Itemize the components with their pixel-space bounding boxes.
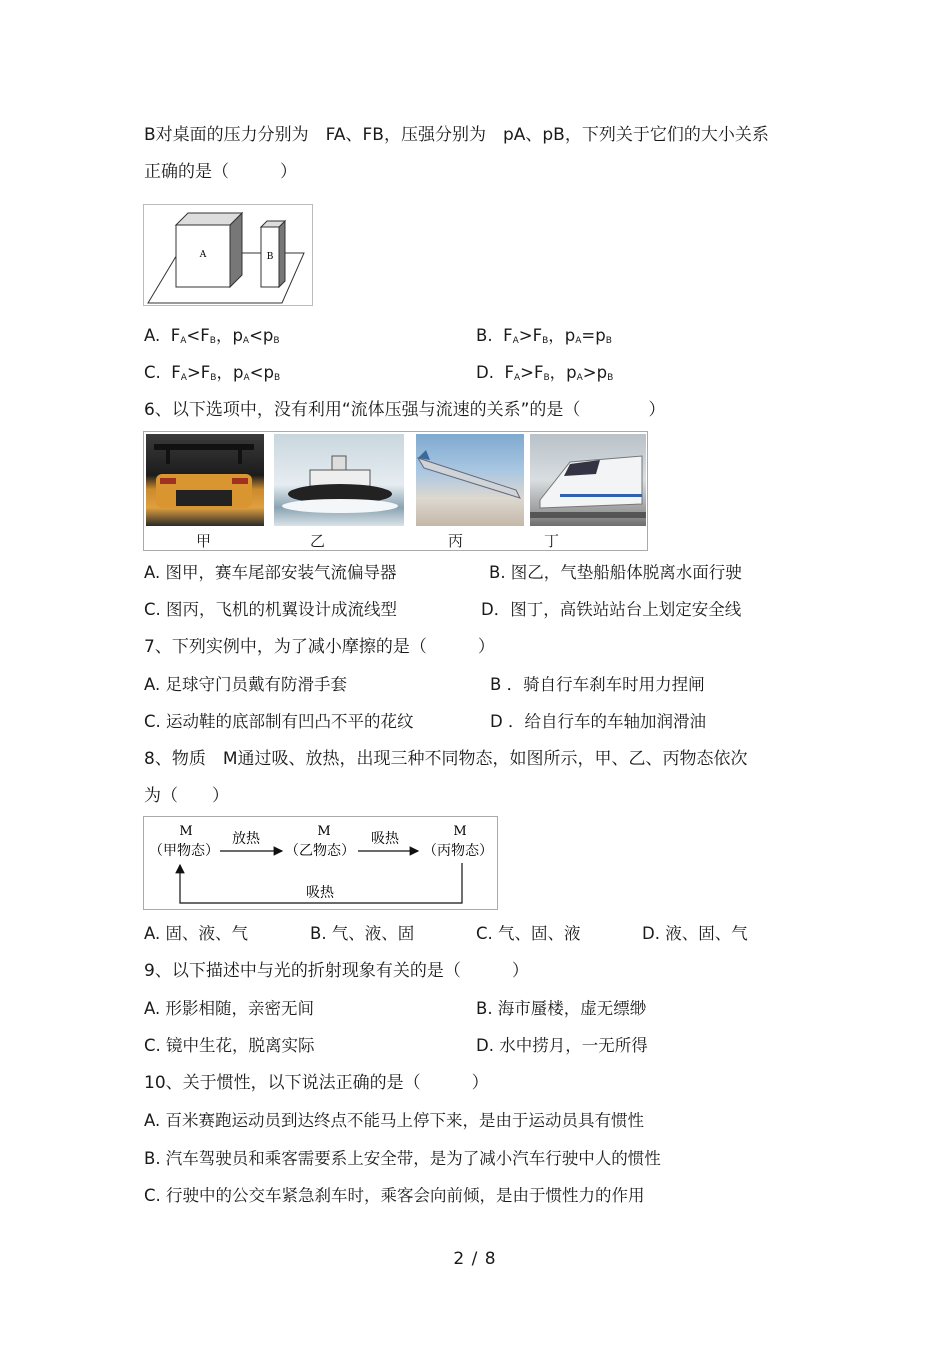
- race-car-icon: [146, 434, 264, 526]
- state-change-diagram: [144, 817, 497, 909]
- m-label-1: M: [179, 824, 193, 839]
- q8-option-c: C. 气、固、液: [476, 924, 581, 943]
- q10-stem: 10、关于惯性，以下说法正确的是（ ）: [144, 1073, 489, 1093]
- q10-option-b: B. 汽车驾驶员和乘客需要系上安全带，是为了减小汽车行驶中人的惯性: [144, 1149, 661, 1168]
- q7-stem: 7、下列实例中，为了减小摩擦的是（ ）: [144, 637, 495, 657]
- q10-option-c: C. 行驶中的公交车紧急刹车时，乘客会向前倾，是由于惯性力的作用: [144, 1186, 645, 1205]
- q8-option-d: D. 液、固、气: [642, 924, 748, 943]
- q7-option-c: C. 运动鞋的底部制有凹凸不平的花纹: [144, 712, 414, 731]
- q5-option-b: B. $F_A>F_B$，$p_A=p_B$: [476, 326, 612, 346]
- q9-stem: 9、以下描述中与光的折射现象有关的是（ ）: [144, 961, 529, 981]
- q6-option-c: C. 图丙，飞机的机翼设计成流线型: [144, 600, 398, 619]
- high-speed-train-photo: [530, 434, 646, 526]
- page-number: 2 / 8: [453, 1249, 497, 1269]
- caption-yi: 乙: [310, 532, 326, 550]
- caption-bing: 丙: [448, 532, 464, 550]
- block-a-label: A: [199, 250, 207, 260]
- q8-stem-line2: 为（ ）: [144, 786, 229, 806]
- state-label-1: （甲物态）: [149, 843, 219, 859]
- q5-stem-line1: B对桌面的压力分别为 FA、FB，压强分别为 pA、pB，下列关于它们的大小关系: [144, 125, 769, 145]
- q9-option-c: C. 镜中生花，脱离实际: [144, 1036, 315, 1055]
- q6-option-d: D．图丁，高铁站站台上划定安全线: [481, 600, 742, 619]
- q6-option-a: A. 图甲，赛车尾部安装气流偏导器: [144, 563, 397, 582]
- q9-option-a: A. 形影相随，亲密无间: [144, 999, 314, 1018]
- q7-option-a: A. 足球守门员戴有防滑手套: [144, 675, 347, 694]
- q5-blocks-figure: [143, 204, 313, 306]
- arrow-label-absorb-heat-2: 吸热: [306, 885, 334, 901]
- caption-jia: 甲: [196, 532, 212, 550]
- q5-option-d: D. $F_A>F_B$，$p_A>p_B$: [476, 363, 614, 383]
- arrow-label-absorb-heat-1: 吸热: [371, 831, 399, 847]
- race-car-photo: [146, 434, 264, 526]
- q6-photo-strip: [143, 431, 648, 551]
- q6-stem: 6、以下选项中，没有利用“流体压强与流速的关系”的是（ ）: [144, 400, 666, 420]
- q6-option-b: B. 图乙，气垫船船体脱离水面行驶: [489, 563, 742, 582]
- q8-state-diagram: [143, 816, 498, 910]
- arrow-label-release-heat: 放热: [232, 831, 260, 847]
- wing-icon: [416, 434, 524, 526]
- q7-option-d: D ．给自行车的车轴加润滑油: [490, 712, 706, 731]
- caption-ding: 丁: [544, 532, 560, 550]
- blocks-on-table-diagram: [144, 205, 312, 305]
- state-label-3: （丙物态）: [423, 843, 493, 859]
- q9-option-b: B. 海市蜃楼，虚无缥缈: [476, 999, 647, 1018]
- q10-option-a: A. 百米赛跑运动员到达终点不能马上停下来，是由于运动员具有惯性: [144, 1111, 644, 1130]
- q8-option-a: A. 固、液、气: [144, 924, 248, 943]
- q8-stem-line1: 8、物质 M通过吸、放热，出现三种不同物态，如图所示，甲、乙、丙物态依次: [144, 749, 748, 769]
- q8-option-b: B. 气、液、固: [310, 924, 415, 943]
- q5-option-c: C. $F_A>F_B$，$p_A<p_B$: [144, 363, 281, 383]
- m-label-3: M: [453, 824, 467, 839]
- q7-option-b: B ．骑自行车刹车时用力捏闸: [490, 675, 705, 694]
- block-b-label: B: [266, 252, 274, 262]
- q5-option-a: A. $F_A<F_B$，$p_A<p_B$: [144, 326, 280, 346]
- m-label-2: M: [317, 824, 331, 839]
- q5-stem-line2: 正确的是（ ）: [144, 162, 297, 182]
- hovercraft-photo: [274, 434, 404, 526]
- state-label-2: （乙物态）: [285, 843, 355, 859]
- hovercraft-icon: [274, 434, 404, 526]
- airplane-wing-photo: [416, 434, 524, 526]
- train-icon: [530, 434, 646, 526]
- q9-option-d: D. 水中捞月，一无所得: [476, 1036, 648, 1055]
